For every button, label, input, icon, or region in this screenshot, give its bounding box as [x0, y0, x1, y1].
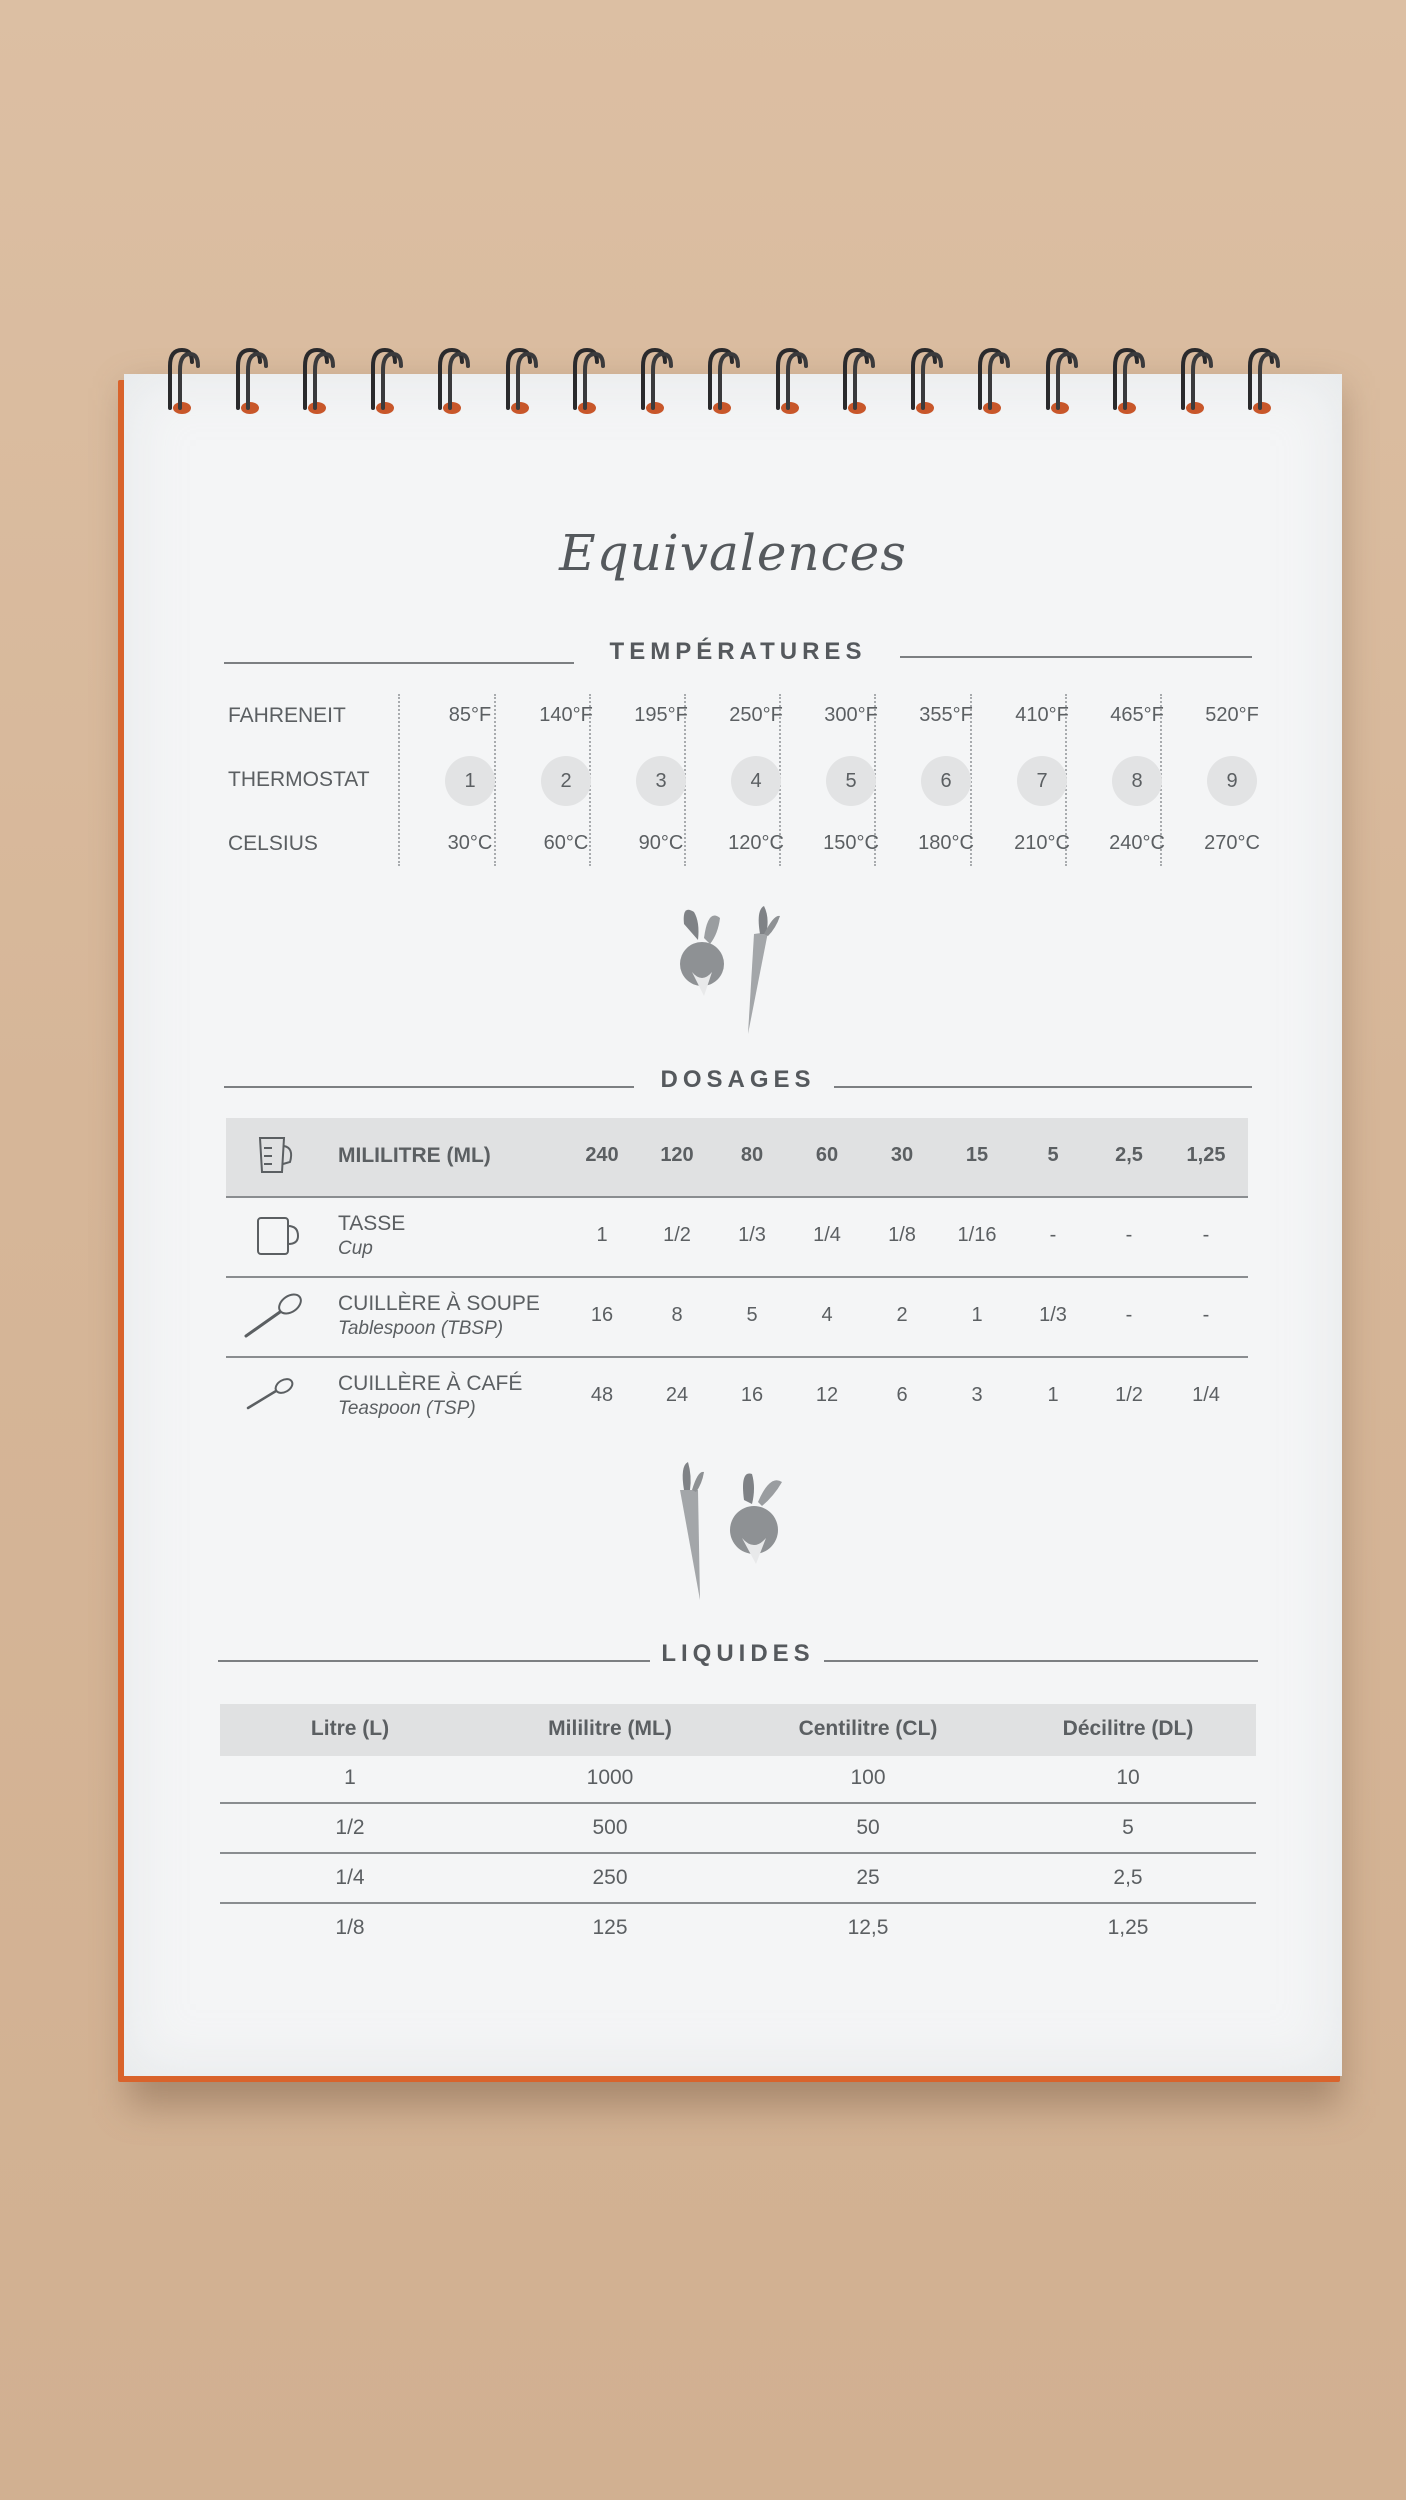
celsius-value: 30°C	[447, 832, 493, 854]
fahrenheit-value: 300°F	[824, 704, 878, 726]
spiral-coil	[972, 344, 1012, 422]
fahrenheit-value: 410°F	[1015, 704, 1069, 726]
liquid-cell: 1000	[586, 1766, 634, 1789]
dosage-value: 15	[965, 1144, 989, 1166]
spiral-coil	[162, 344, 202, 422]
liquid-cell: 50	[856, 1816, 880, 1839]
temperatures-heading-row	[224, 638, 1252, 678]
spiral-coil	[500, 344, 540, 422]
liquid-cell: 12,5	[847, 1916, 889, 1939]
heading-rule-right	[824, 1660, 1258, 1662]
dosage-value: -	[1125, 1304, 1133, 1326]
page-title: Equivalences	[559, 524, 907, 582]
dosage-value: 1,25	[1186, 1144, 1226, 1166]
measuring-cup-icon	[254, 1132, 318, 1182]
dosage-value: 1/16	[957, 1224, 997, 1246]
dosage-value: 2,5	[1115, 1144, 1143, 1166]
heading-rule-right	[900, 656, 1252, 658]
liquid-column-header: Décilitre (DL)	[1062, 1717, 1194, 1740]
liquides-heading-row	[224, 1640, 1252, 1680]
fahrenheit-value: 85°F	[448, 704, 492, 726]
temperatures-heading: TEMPÉRATURES	[609, 638, 867, 665]
liquid-cell: 1/8	[335, 1916, 365, 1939]
celsius-value: 210°C	[1014, 832, 1070, 854]
dosage-unit-name: CUILLÈRE À CAFÉ	[338, 1372, 523, 1395]
spiral-coil	[770, 344, 810, 422]
spiral-coil	[1242, 344, 1282, 422]
liquid-cell: 1/4	[335, 1866, 365, 1889]
fahrenheit-value: 140°F	[539, 704, 593, 726]
liquid-cell: 5	[1122, 1816, 1134, 1839]
dosage-unit-english: Tablespoon (TBSP)	[338, 1318, 504, 1339]
thermostat-value: 2	[541, 756, 591, 806]
celsius-value: 60°C	[543, 832, 589, 854]
celsius-label: CELSIUS	[228, 832, 318, 855]
dosage-value: 12	[815, 1384, 839, 1406]
spiral-coil	[432, 344, 472, 422]
liquid-column-header: Litre (L)	[310, 1717, 390, 1740]
dosage-value: 1/3	[738, 1224, 766, 1246]
celsius-value: 90°C	[638, 832, 684, 854]
dosage-value: -	[1202, 1224, 1210, 1246]
dosage-value: 1/3	[1039, 1304, 1067, 1326]
dosage-value: 1/8	[888, 1224, 916, 1246]
dosage-row-rule	[226, 1276, 1248, 1278]
dosages-heading: DOSAGES	[660, 1066, 816, 1093]
dosage-unit-name: CUILLÈRE À SOUPE	[338, 1292, 540, 1315]
dosage-value: 60	[815, 1144, 839, 1166]
spiral-coil	[230, 344, 270, 422]
spiral-coil	[1175, 344, 1215, 422]
spiral-coil	[365, 344, 405, 422]
liquid-cell: 1/2	[335, 1816, 365, 1839]
dosage-value: 80	[740, 1144, 764, 1166]
liquid-cell: 100	[850, 1766, 886, 1789]
liquid-cell: 250	[592, 1866, 628, 1889]
thermostat-value: 8	[1112, 756, 1162, 806]
spiral-coil	[635, 344, 675, 422]
liquides-heading: LIQUIDES	[661, 1640, 815, 1667]
dosages-heading-row	[224, 1066, 1252, 1106]
spiral-binding	[168, 344, 1288, 424]
dosage-unit-name: MILILITRE (ML)	[338, 1144, 491, 1167]
dosage-value: 1	[596, 1224, 608, 1246]
dosage-value: 1/2	[663, 1224, 691, 1246]
celsius-value: 270°C	[1204, 832, 1260, 854]
radish-carrot-illustration	[664, 904, 804, 1044]
liquid-cell: 125	[592, 1916, 628, 1939]
dosage-value: -	[1049, 1224, 1057, 1246]
spiral-coil	[1040, 344, 1080, 422]
liquid-row-rule	[220, 1902, 1256, 1904]
temperature-column-divider	[398, 694, 400, 866]
celsius-value: 240°C	[1109, 832, 1165, 854]
heading-rule-right	[834, 1086, 1252, 1088]
dosage-unit-english: Teaspoon (TSP)	[338, 1398, 476, 1419]
dosage-unit-name: TASSE	[338, 1212, 406, 1235]
celsius-value: 150°C	[823, 832, 879, 854]
liquid-row-rule	[220, 1852, 1256, 1854]
dosage-value: 3	[971, 1384, 983, 1406]
fahrenheit-value: 355°F	[919, 704, 973, 726]
dosage-value: 4	[821, 1304, 833, 1326]
dosage-value: 6	[896, 1384, 908, 1406]
dosage-value: 16	[740, 1384, 764, 1406]
liquid-cell: 1,25	[1107, 1916, 1149, 1939]
dosage-value: 1	[971, 1304, 983, 1326]
fahrenheit-value: 195°F	[634, 704, 688, 726]
liquid-cell: 25	[856, 1866, 880, 1889]
dosage-value: 1/4	[1192, 1384, 1220, 1406]
spiral-coil	[297, 344, 337, 422]
dosage-value: 30	[890, 1144, 914, 1166]
liquid-column-header: Centilitre (CL)	[798, 1717, 938, 1740]
carrot-radish-illustration	[670, 1460, 800, 1610]
dosage-row-rule	[226, 1356, 1248, 1358]
dosage-value: 16	[590, 1304, 614, 1326]
dosage-unit-english: Cup	[338, 1238, 373, 1259]
dosage-value: 1	[1047, 1384, 1059, 1406]
liquid-cell: 1	[344, 1766, 356, 1789]
dosage-row-rule	[226, 1196, 1248, 1198]
spiral-coil	[567, 344, 607, 422]
fahrenheit-label: FAHRENEIT	[228, 704, 346, 727]
liquid-cell: 500	[592, 1816, 628, 1839]
thermostat-value: 7	[1017, 756, 1067, 806]
dosage-value: 1/2	[1115, 1384, 1143, 1406]
dosage-value: 24	[665, 1384, 689, 1406]
dosage-value: -	[1202, 1304, 1210, 1326]
spiral-coil	[702, 344, 742, 422]
dosage-value: 2	[896, 1304, 908, 1326]
spiral-coil	[837, 344, 877, 422]
dosage-value: 5	[1047, 1144, 1059, 1166]
liquid-row-rule	[220, 1802, 1256, 1804]
dosage-value: 5	[746, 1304, 758, 1326]
thermostat-value: 4	[731, 756, 781, 806]
dosage-value: -	[1125, 1224, 1133, 1246]
thermostat-value: 3	[636, 756, 686, 806]
fahrenheit-value: 465°F	[1110, 704, 1164, 726]
thermostat-value: 1	[445, 756, 495, 806]
notebook-page	[124, 374, 1342, 2076]
fahrenheit-value: 520°F	[1205, 704, 1259, 726]
thermostat-value: 9	[1207, 756, 1257, 806]
dosage-value: 8	[671, 1304, 683, 1326]
thermostat-label: THERMOSTAT	[228, 768, 370, 791]
celsius-value: 120°C	[728, 832, 784, 854]
dosage-value: 48	[590, 1384, 614, 1406]
spiral-coil	[1107, 344, 1147, 422]
spiral-coil	[905, 344, 945, 422]
teaspoon-icon	[242, 1372, 306, 1422]
mug-icon	[254, 1212, 318, 1262]
dosage-value: 120	[660, 1144, 694, 1166]
thermostat-value: 5	[826, 756, 876, 806]
liquid-cell: 2,5	[1113, 1866, 1143, 1889]
celsius-value: 180°C	[918, 832, 974, 854]
thermostat-value: 6	[921, 756, 971, 806]
dosage-value: 240	[585, 1144, 619, 1166]
dosage-value: 1/4	[813, 1224, 841, 1246]
liquid-cell: 10	[1116, 1766, 1140, 1789]
fahrenheit-value: 250°F	[729, 704, 783, 726]
liquid-column-header: Mililitre (ML)	[548, 1717, 672, 1740]
tablespoon-icon	[242, 1292, 306, 1342]
